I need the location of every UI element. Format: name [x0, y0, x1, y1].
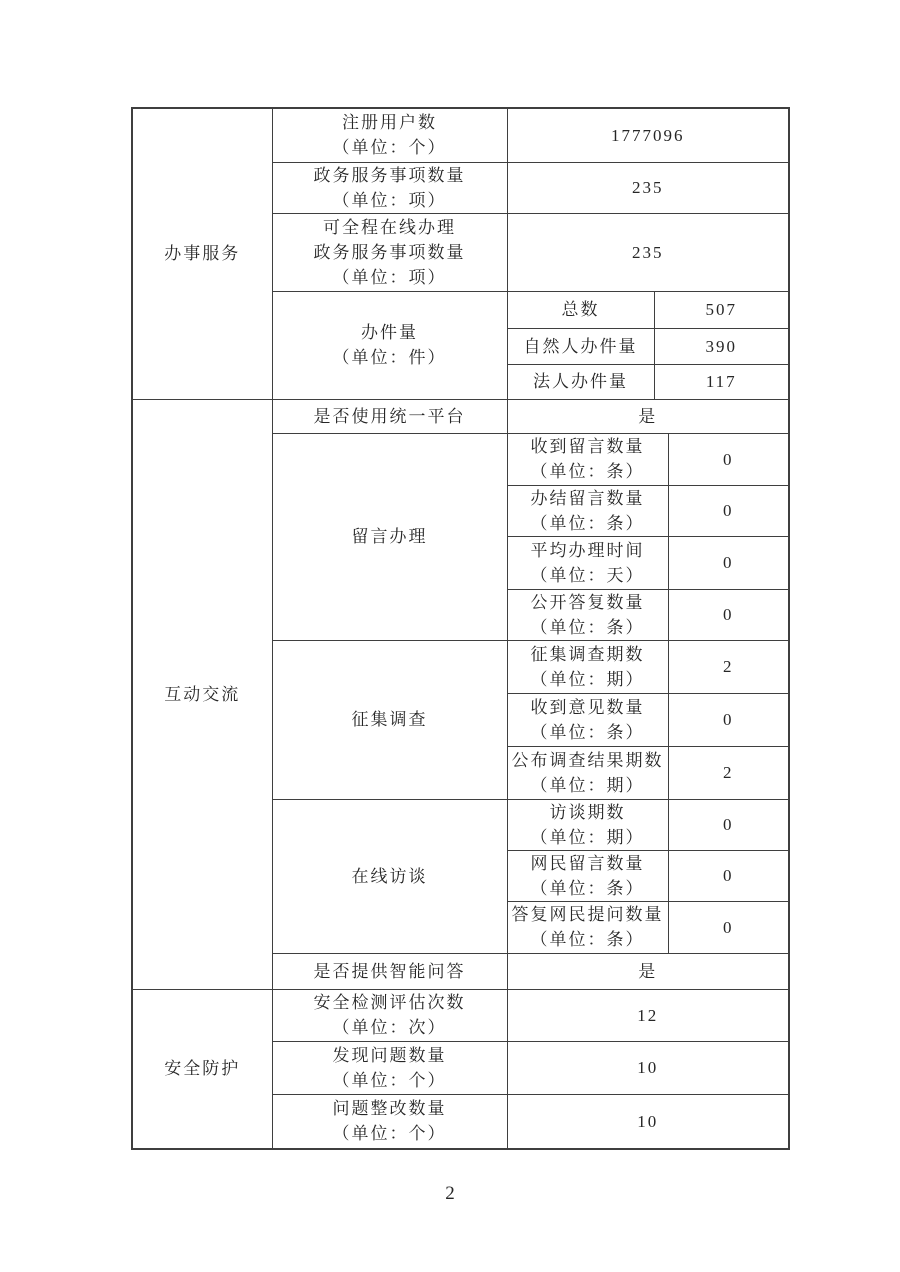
- value-cell: [668, 589, 789, 640]
- item-label: 是否提供智能问答: [313, 961, 466, 981]
- subitem-unit: （单位：期）: [530, 669, 645, 689]
- subitem-label: 公开答复数量: [530, 592, 645, 612]
- item-label: 可全程在线办理: [323, 217, 456, 237]
- value-cell: [668, 640, 789, 693]
- table-row: [132, 108, 789, 162]
- item-cell: [272, 1094, 507, 1149]
- value-cell: [507, 989, 789, 1041]
- subitem-label: 自然人办件量: [523, 336, 638, 356]
- subitem-label: 答复网民提问数量: [511, 905, 664, 924]
- item-unit: （单位：项）: [332, 190, 447, 210]
- item-label: 安全检测评估次数: [313, 993, 466, 1012]
- subitem-unit: （单位：条）: [530, 462, 645, 481]
- value-text: 0: [723, 449, 734, 469]
- value-cell: [654, 328, 789, 364]
- subitem-cell: [507, 799, 668, 850]
- value-text: 0: [723, 501, 734, 520]
- category-label: 安全防护: [164, 1059, 241, 1079]
- subitem-cell: [507, 901, 668, 953]
- value-cell: [668, 536, 789, 589]
- subitem-label: 收到意见数量: [530, 697, 645, 717]
- item-cell: [272, 108, 507, 162]
- value-cell: [507, 1041, 789, 1094]
- subitem-label: 公布调查结果期数: [511, 750, 664, 770]
- subitem-cell: [507, 485, 668, 536]
- item-label: 是否使用统一平台: [313, 406, 466, 426]
- subitem-cell: [507, 746, 668, 799]
- item-cell: [272, 1041, 507, 1094]
- item-unit: （单位：个）: [332, 138, 447, 158]
- value-text: 1777096: [611, 125, 685, 145]
- value-text: 0: [723, 917, 734, 937]
- subitem-cell: [507, 640, 668, 693]
- value-text: 507: [705, 300, 737, 319]
- item-cell: [272, 291, 507, 399]
- subitem-label: 网民留言数量: [530, 853, 645, 873]
- value-text: 2: [723, 657, 734, 676]
- item-label: 在线访谈: [351, 866, 428, 886]
- category-cell-interaction: [132, 399, 272, 989]
- value-text: 2: [723, 763, 734, 782]
- value-text: 235: [632, 178, 664, 197]
- item-label: 注册用户数: [342, 113, 437, 133]
- category-label: 互动交流: [164, 684, 241, 704]
- value-text: 是: [638, 406, 658, 426]
- item-unit: （单位：个）: [332, 1070, 447, 1090]
- value-cell: [654, 291, 789, 328]
- value-cell: [507, 162, 789, 213]
- value-text: 0: [723, 553, 734, 572]
- subitem-unit: （单位：期）: [530, 775, 645, 795]
- item-label: 征集调查: [351, 710, 428, 729]
- value-cell: [507, 399, 789, 433]
- subitem-unit: （单位：条）: [530, 513, 645, 533]
- item-unit: （单位：次）: [332, 1018, 447, 1037]
- subitem-label: 总数: [561, 300, 600, 319]
- item-cell: [272, 989, 507, 1041]
- value-text: 117: [705, 372, 737, 391]
- item-cell: [272, 640, 507, 799]
- subitem-label: 法人办件量: [533, 372, 628, 391]
- value-cell: [507, 213, 789, 291]
- subitem-label: 征集调查期数: [530, 644, 645, 664]
- subitem-cell: [507, 291, 654, 328]
- subitem-unit: （单位：期）: [530, 827, 645, 847]
- table-row: [132, 399, 789, 433]
- value-cell: [507, 953, 789, 989]
- value-cell: [668, 746, 789, 799]
- item-label: 办件量: [361, 323, 418, 342]
- subitem-unit: （单位：条）: [530, 878, 645, 898]
- subitem-unit: （单位：天）: [530, 565, 645, 585]
- subitem-label: 办结留言数量: [530, 488, 645, 508]
- value-text: 0: [723, 815, 734, 834]
- subitem-label: 平均办理时间: [530, 540, 645, 560]
- item-cell: [272, 433, 507, 640]
- value-cell: [668, 433, 789, 485]
- value-cell: [668, 850, 789, 901]
- item-cell: [272, 799, 507, 953]
- value-cell: [507, 108, 789, 162]
- value-text: 是: [638, 961, 658, 981]
- subitem-cell: [507, 433, 668, 485]
- page-number: 2: [445, 1183, 455, 1204]
- subitem-unit: （单位：条）: [530, 930, 645, 949]
- value-text: 0: [723, 866, 734, 885]
- item-label: 政务服务事项数量: [313, 242, 466, 262]
- value-text: 10: [637, 1058, 659, 1077]
- value-text: 390: [705, 336, 737, 356]
- value-text: 0: [723, 605, 734, 624]
- subitem-cell: [507, 328, 654, 364]
- category-cell-security: [132, 989, 272, 1149]
- subitem-cell: [507, 850, 668, 901]
- value-text: 12: [637, 1005, 659, 1025]
- item-label: 留言办理: [351, 527, 428, 546]
- item-cell: [272, 953, 507, 989]
- value-cell: [668, 485, 789, 536]
- item-label: 问题整改数量: [332, 1099, 447, 1119]
- value-text: 10: [637, 1111, 659, 1131]
- value-text: 235: [632, 242, 664, 262]
- subitem-cell: [507, 536, 668, 589]
- item-unit: （单位：个）: [332, 1124, 447, 1144]
- category-label: 办事服务: [164, 244, 241, 264]
- subitem-label: 访谈期数: [549, 802, 626, 822]
- value-cell: [507, 1094, 789, 1149]
- value-cell: [654, 364, 789, 399]
- value-cell: [668, 693, 789, 746]
- value-cell: [668, 799, 789, 850]
- subitem-unit: （单位：条）: [530, 617, 645, 637]
- item-unit: （单位：件）: [332, 348, 447, 367]
- subitem-label: 收到留言数量: [530, 437, 645, 456]
- subitem-unit: （单位：条）: [530, 722, 645, 742]
- table-row: [132, 989, 789, 1041]
- item-cell: [272, 213, 507, 291]
- subitem-cell: [507, 589, 668, 640]
- value-text: 0: [723, 710, 734, 729]
- report-table: [131, 107, 790, 1150]
- item-label: 发现问题数量: [332, 1045, 447, 1065]
- value-cell: [668, 901, 789, 953]
- item-label: 政务服务事项数量: [313, 165, 466, 185]
- category-cell-service: [132, 108, 272, 399]
- subitem-cell: [507, 364, 654, 399]
- item-cell: [272, 399, 507, 433]
- item-cell: [272, 162, 507, 213]
- subitem-cell: [507, 693, 668, 746]
- item-unit: （单位：项）: [332, 267, 447, 287]
